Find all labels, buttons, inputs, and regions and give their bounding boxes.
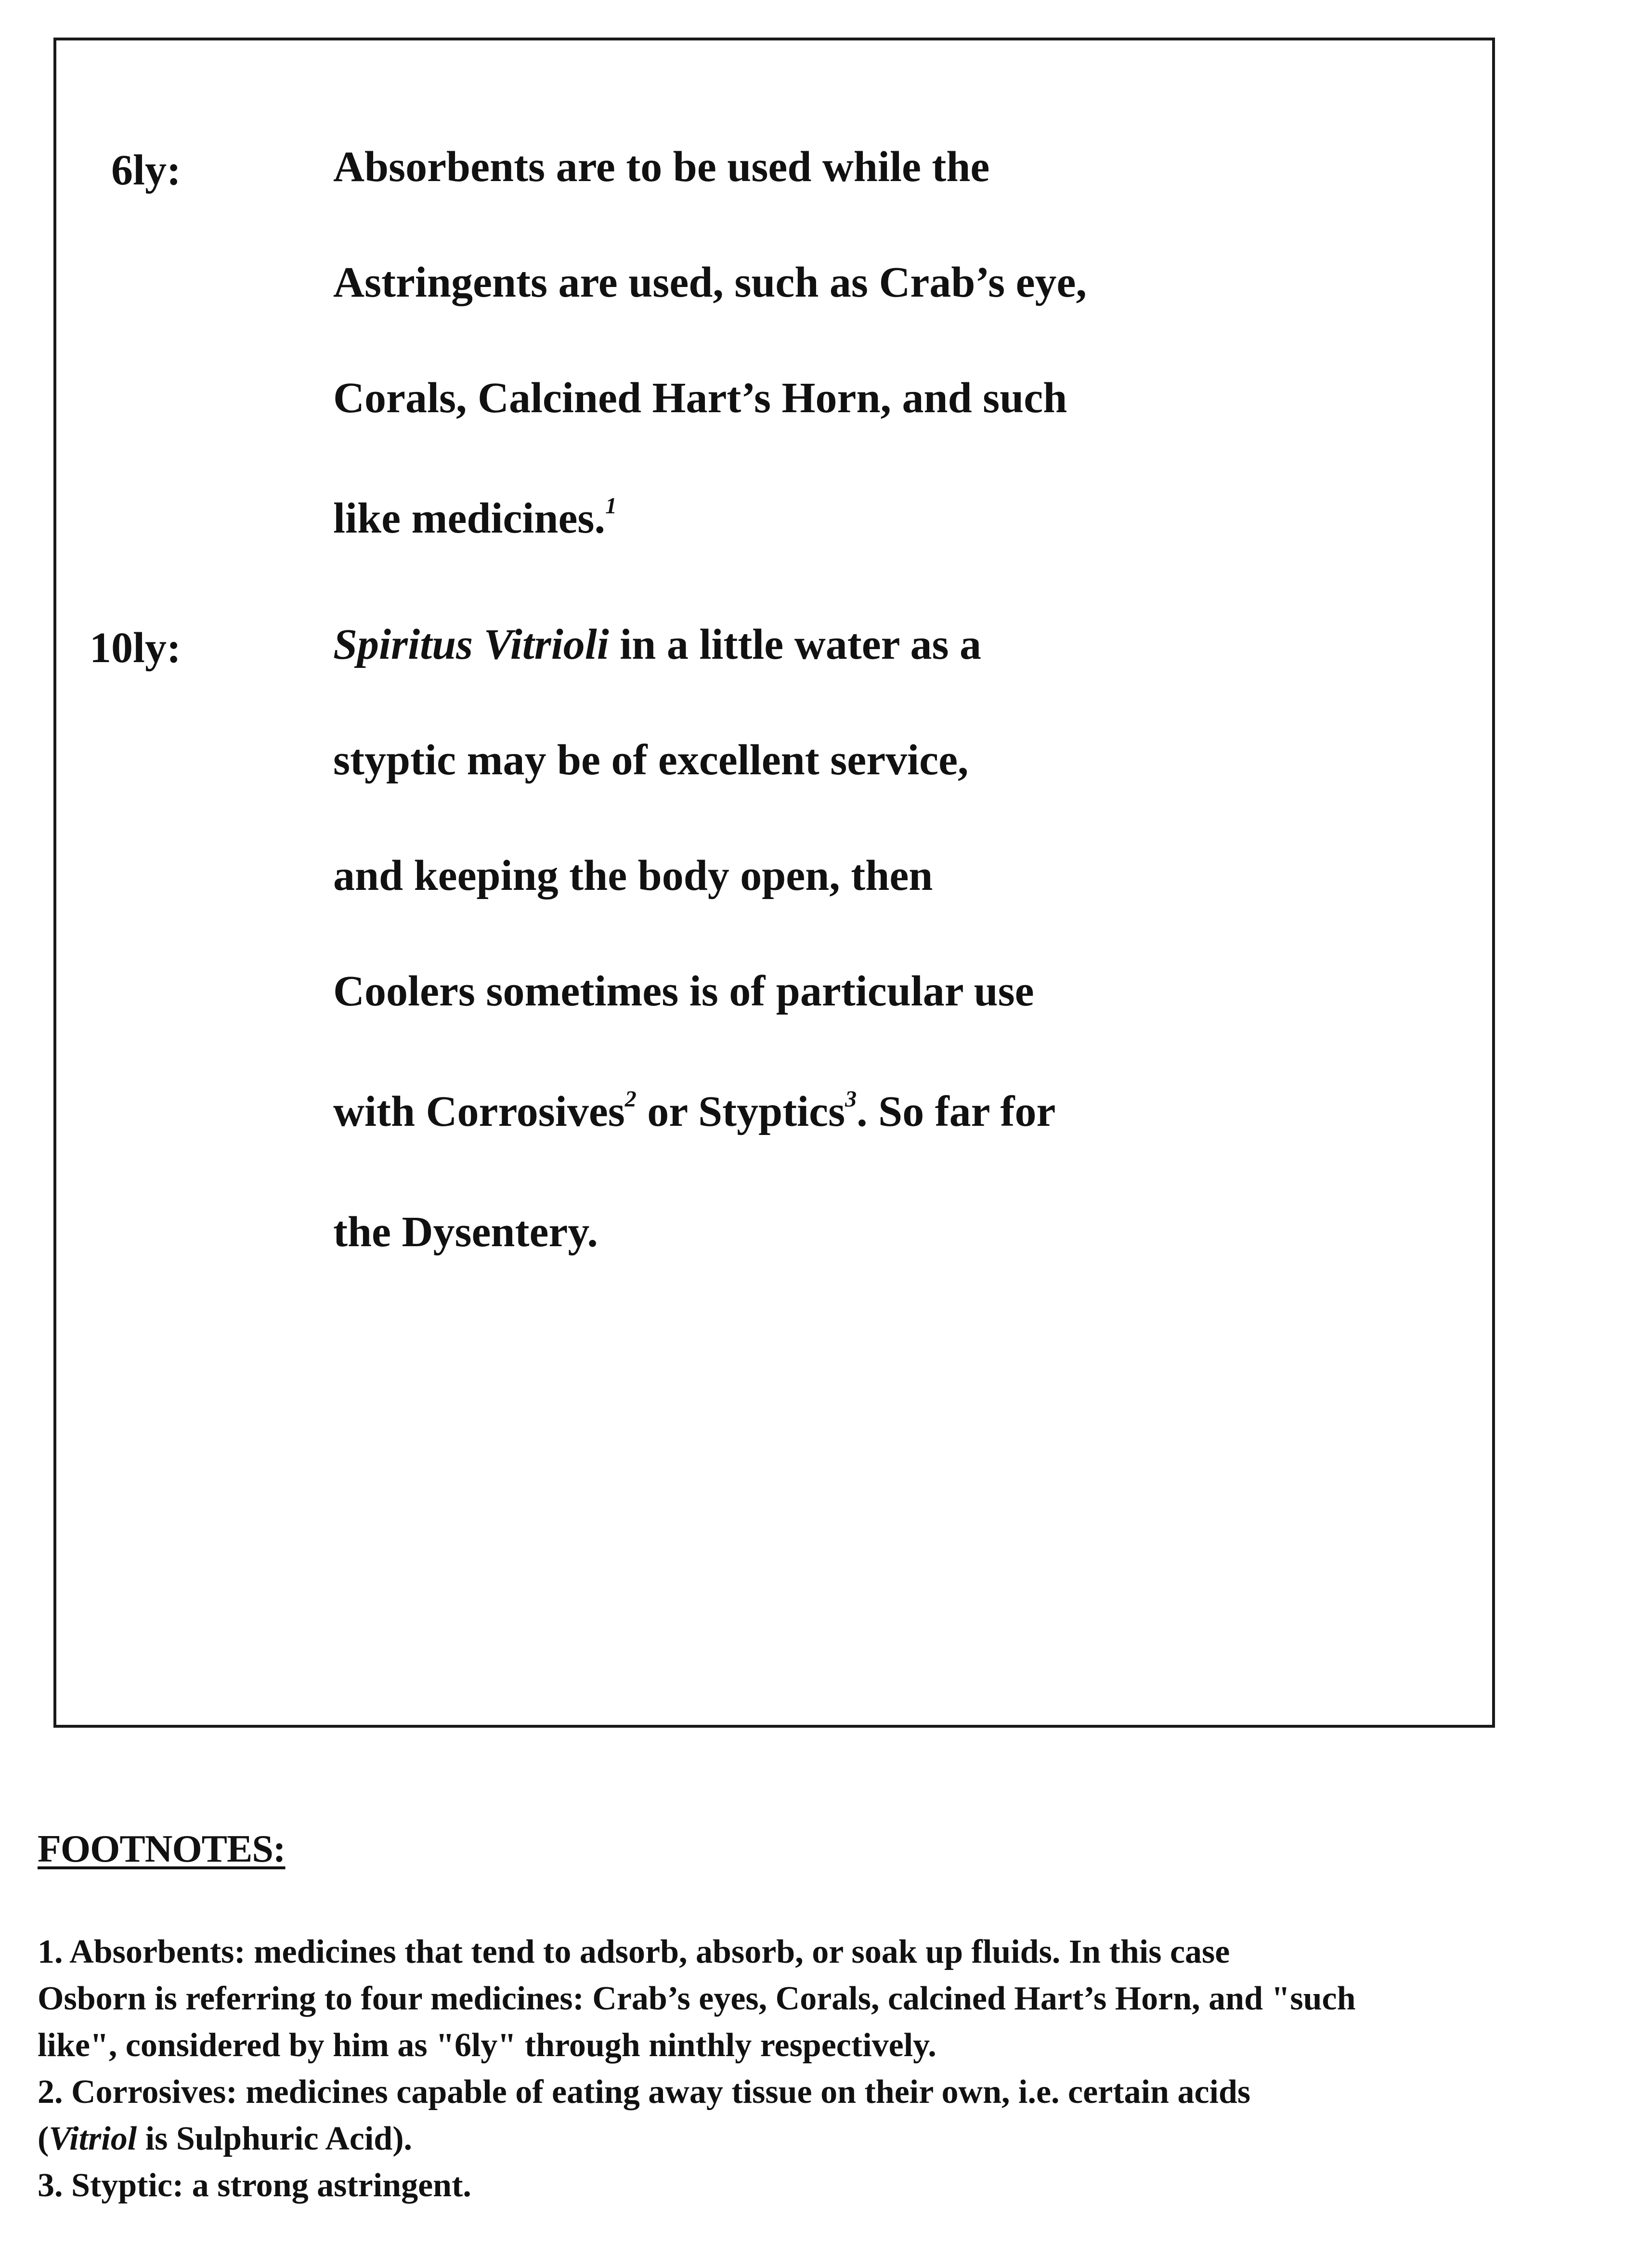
entry-line [333, 1086, 1056, 1135]
footnote-line: like", considered by him as "6ly" through ninthly respectively. [38, 2027, 936, 2064]
entry-line: Absorbents are to be used while the [333, 143, 990, 191]
line-text: with Corrosives [333, 1088, 625, 1135]
entry-line: Astringents are used, such as Crab’s eye, [333, 259, 1087, 306]
text-frame [53, 38, 1495, 1728]
entry-number: 6ly: [111, 146, 181, 194]
footnote-line: 2. Corrosives: medicines capable of eating away tissue on their own, i.e. certain acids [38, 2073, 1251, 2111]
footnote-ref-1: 1 [605, 493, 617, 519]
footnote-line: 3. Styptic: a strong astringent. [38, 2167, 471, 2204]
line-text: or Styptics [636, 1088, 845, 1135]
latin-term: Vitriol [49, 2120, 137, 2157]
entry-number: 10ly: [90, 624, 181, 672]
footnote-ref-2: 2 [624, 1086, 637, 1112]
entry-line [333, 493, 1087, 542]
line-text: in a little water as a [609, 621, 982, 668]
line-text: is Sulphuric Acid). [137, 2120, 413, 2157]
footnote-ref-3: 3 [845, 1086, 857, 1112]
entry-lines [333, 145, 1087, 540]
footnote-line: Osborn is referring to four medicines: Crab’s eyes, Corals, calcined Hart’s Horn, and "such [38, 1980, 1356, 2017]
entry-line: styptic may be of excellent service, [333, 736, 969, 784]
entry-line: and keeping the body open, then [333, 852, 933, 899]
latin-term: Spiritus Vitrioli [333, 621, 609, 668]
line-text: like medicines. [333, 495, 605, 542]
footnotes-list [38, 1929, 1602, 2209]
entry-line: Corals, Calcined Hart’s Horn, and such [333, 374, 1067, 422]
entry-line: Coolers sometimes is of particular use [333, 967, 1034, 1015]
line-text: . So far for [857, 1088, 1056, 1135]
entry-line: the Dysentery. [333, 1208, 598, 1256]
footnote-line: (Vitriol is Sulphuric Acid). [38, 2120, 413, 2157]
entry-lines [333, 623, 1055, 1254]
footnote-line: 1. Absorbents: medicines that tend to adsorb, absorb, or soak up fluids. In this case [38, 1933, 1230, 1970]
entry-line [333, 623, 1055, 666]
footnotes-heading: FOOTNOTES: [38, 1828, 286, 1870]
